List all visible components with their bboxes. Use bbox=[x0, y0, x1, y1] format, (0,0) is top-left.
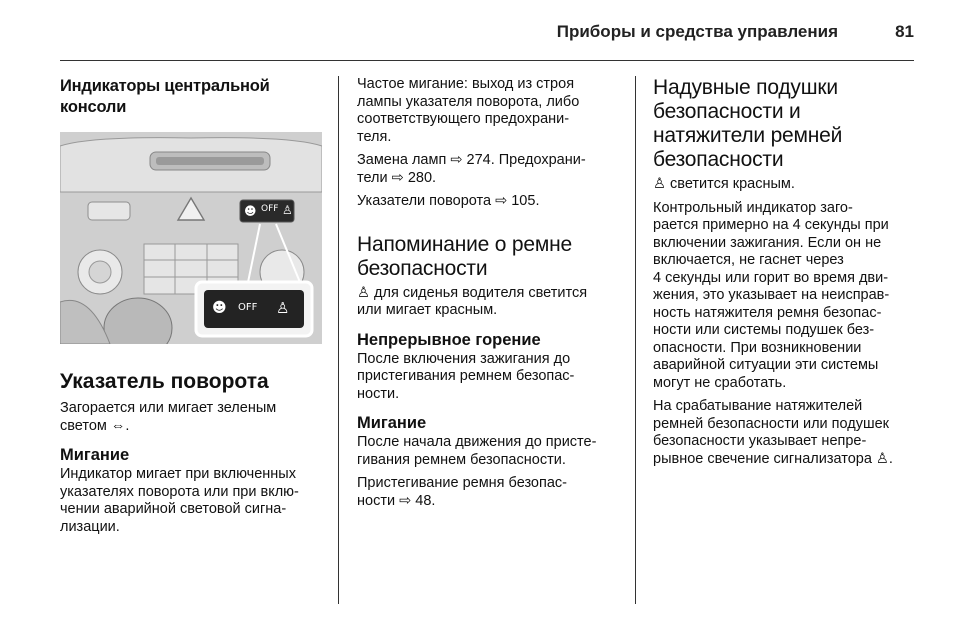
turn-signal-heading: Указатель поворота bbox=[60, 370, 269, 393]
page-header bbox=[60, 14, 914, 61]
heading-line: безопасности bbox=[357, 256, 488, 280]
column-3 bbox=[653, 76, 917, 468]
text-line: Указатели поворота ⇨ 105. bbox=[357, 193, 540, 209]
text-line: чении аварийной световой сигна- bbox=[60, 501, 287, 517]
seatbelt-reminder-heading bbox=[357, 233, 625, 281]
column-divider bbox=[635, 76, 636, 604]
heading-line: Напоминание о ремне bbox=[357, 232, 572, 256]
blinking-text bbox=[60, 466, 326, 536]
text-line: опасности. При возникновении bbox=[653, 339, 862, 356]
column-divider bbox=[338, 76, 339, 604]
text-line: ♙ для сиденья водителя светится bbox=[357, 284, 588, 301]
text-line: На срабатывание натяжителей bbox=[653, 398, 863, 414]
text-line: 4 секунды или горит во время дви- bbox=[653, 269, 889, 286]
lamp-replacement-paragraph bbox=[357, 152, 625, 187]
text-line: пристегивания ремнем безопас- bbox=[357, 368, 575, 384]
airbag-icon: ☻ bbox=[212, 300, 227, 316]
text-line: рается примерно на 4 секунды при bbox=[653, 217, 889, 233]
text-line: Контрольный индикатор заго- bbox=[653, 199, 853, 216]
blinking-text bbox=[357, 434, 625, 469]
heading-line: безопасности и bbox=[653, 100, 801, 123]
airbag-pretensioner-heading bbox=[653, 76, 917, 172]
airbag-red-text: ♙ светится красным. bbox=[653, 176, 795, 192]
blinking-heading: Мигание bbox=[357, 414, 427, 432]
steady-light-heading: Непрерывное горение bbox=[357, 330, 541, 349]
center-console-figure bbox=[60, 132, 322, 344]
airbag-indicator-paragraph bbox=[653, 200, 917, 393]
seatbelt-reminder-text bbox=[357, 285, 625, 320]
text-line: соответствующего предохрани- bbox=[357, 111, 570, 127]
text-line: После включения зажигания до bbox=[357, 350, 571, 367]
seatbelt-icon: ♙ bbox=[282, 203, 293, 217]
turn-signals-reference bbox=[357, 193, 625, 211]
heading-line: Индикаторы центральной bbox=[60, 77, 270, 95]
console-indicators-heading bbox=[60, 76, 326, 118]
text-line: лизации. bbox=[60, 518, 120, 535]
text-line: рывное свечение сигнализатора ♙. bbox=[653, 450, 893, 467]
heading-line: консоли bbox=[60, 98, 127, 116]
text-line: указателях поворота или при вклю- bbox=[60, 483, 299, 500]
fast-blink-paragraph bbox=[357, 76, 625, 146]
text-line: включается, не гаснет через bbox=[653, 252, 844, 268]
text-line: теля. bbox=[357, 128, 392, 145]
passenger-airbag-off-icon: OFF bbox=[261, 204, 279, 214]
text-line: или мигает красным. bbox=[357, 302, 498, 318]
text-line: ности. bbox=[357, 385, 400, 402]
airbag-icon: ☻ bbox=[244, 204, 257, 218]
text-line: ность натяжителя ремня безопас- bbox=[653, 304, 882, 321]
column-2 bbox=[357, 76, 625, 510]
page-number: 81 bbox=[895, 22, 914, 41]
text-line: Индикатор мигает при включенных bbox=[60, 466, 296, 482]
passenger-airbag-off-icon: OFF bbox=[238, 302, 258, 313]
text-line: безопасности указывает непре- bbox=[653, 433, 867, 449]
text-line: ности ⇨ 48. bbox=[357, 492, 436, 509]
column-1 bbox=[60, 76, 326, 536]
turn-signal-text bbox=[60, 400, 326, 435]
seatbelt-icon: ♙ bbox=[276, 299, 290, 317]
blinking-heading: Мигание bbox=[60, 446, 130, 464]
text-line: Замена ламп ⇨ 274. Предохрани- bbox=[357, 152, 586, 168]
steady-light-text bbox=[357, 351, 625, 404]
fasten-belt-reference bbox=[357, 475, 625, 510]
text-line: могут не сработать. bbox=[653, 374, 787, 391]
text-line: гивания ремнем безопасности. bbox=[357, 451, 566, 468]
airbag-deploy-paragraph bbox=[653, 398, 917, 468]
heading-line: безопасности bbox=[653, 148, 784, 171]
text-line: ности или системы подушек без- bbox=[653, 322, 875, 338]
text-line: Пристегивание ремня безопас- bbox=[357, 475, 567, 491]
text-line: аварийной ситуации эти системы bbox=[653, 357, 879, 373]
heading-line: натяжители ремней bbox=[653, 124, 843, 147]
section-title: Приборы и средства управления bbox=[556, 22, 838, 41]
text-line: лампы указателя поворота, либо bbox=[357, 93, 580, 110]
text-line: светом ⇔. bbox=[60, 417, 130, 434]
text-line: После начала движения до присте- bbox=[357, 434, 597, 450]
text-line: тели ⇨ 280. bbox=[357, 169, 437, 186]
text-line: включении зажигания. Если он не bbox=[653, 234, 882, 251]
text-line: Загорается или мигает зеленым bbox=[60, 400, 277, 416]
text-line: Частое мигание: выход из строя bbox=[357, 76, 575, 92]
text-line: ремней безопасности или подушек bbox=[653, 415, 890, 432]
text-line: жения, это указывает на неисправ- bbox=[653, 287, 890, 303]
heading-line: Надувные подушки bbox=[653, 76, 838, 99]
